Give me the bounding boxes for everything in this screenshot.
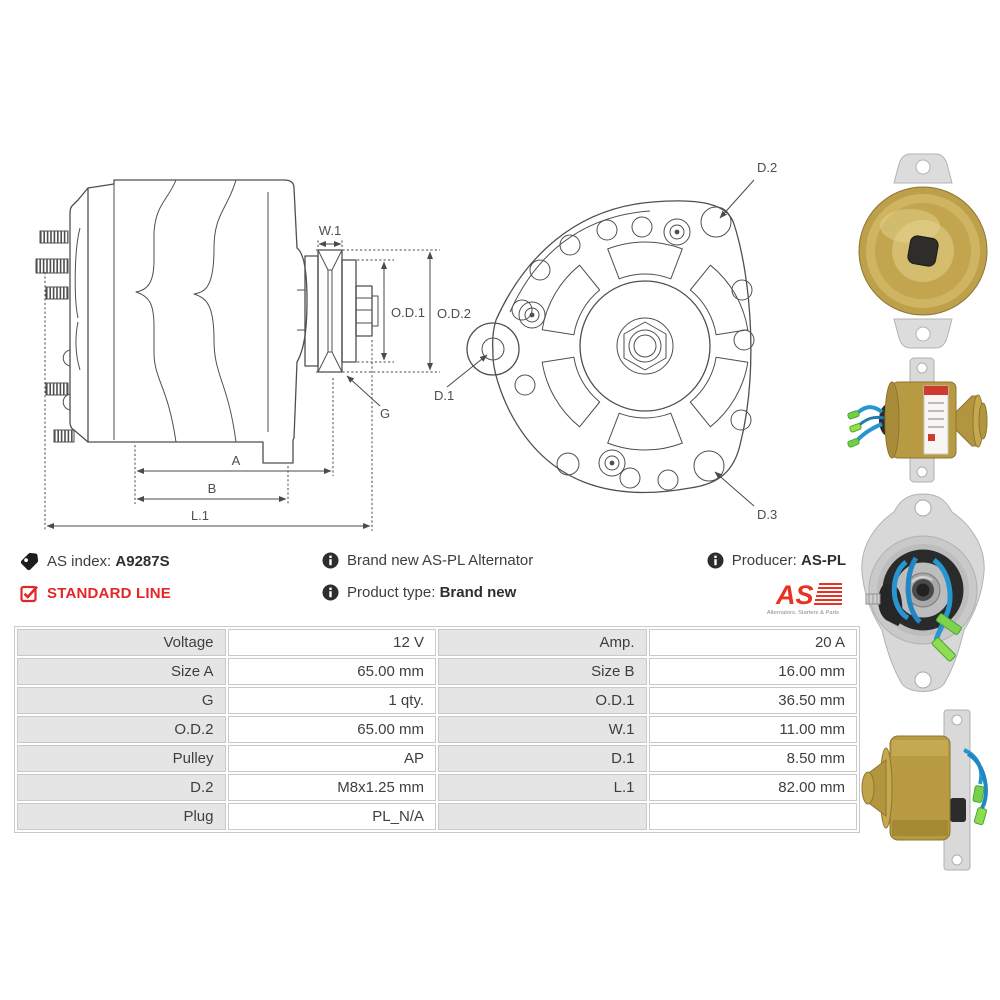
spec-value: 12 V — [228, 629, 437, 656]
product-info-row — [14, 546, 858, 622]
table-row — [17, 745, 857, 772]
spec-value: PL_N/A — [228, 803, 437, 830]
spec-label: D.1 — [438, 745, 647, 772]
dim-label-l1: L.1 — [190, 508, 210, 523]
info-icon — [707, 552, 724, 569]
table-row — [17, 716, 857, 743]
brand-new-text: Brand new AS-PL Alternator — [347, 552, 534, 569]
table-row — [17, 629, 857, 656]
product-photo-rear-view — [846, 488, 1000, 700]
dim-label-d3: D.3 — [757, 507, 778, 522]
spec-table — [14, 626, 860, 833]
bolt-heads — [519, 219, 690, 476]
spec-label — [438, 803, 647, 830]
producer-text — [732, 552, 846, 569]
spec-value: M8x1.25 mm — [228, 774, 437, 801]
spec-value: 11.00 mm — [649, 716, 858, 743]
bracket-hole — [916, 160, 930, 174]
dim-w1 — [318, 223, 342, 247]
as-index-label: AS index: — [47, 553, 112, 570]
spec-label: Size A — [17, 658, 226, 685]
checkbox-checked-icon — [20, 584, 39, 603]
table-row — [17, 658, 857, 685]
as-pl-logo-text: AS — [776, 580, 814, 610]
spec-label: D.2 — [17, 774, 226, 801]
spec-label: O.D.2 — [17, 716, 226, 743]
product-photo-pulley-front — [852, 148, 994, 354]
spec-value: 8.50 mm — [649, 745, 858, 772]
spec-value: 82.00 mm — [649, 774, 858, 801]
vent-slots — [542, 242, 748, 450]
spec-value: 65.00 mm — [228, 658, 437, 685]
as-index-text — [47, 553, 170, 570]
producer-value: AS-PL — [801, 552, 846, 569]
table-row — [17, 687, 857, 714]
as-index-item — [20, 552, 170, 571]
standard-line-item — [20, 584, 171, 603]
table-row — [17, 774, 857, 801]
table-row — [17, 803, 857, 830]
product-type-text — [347, 584, 516, 601]
spec-label: Voltage — [17, 629, 226, 656]
dim-label-d1: D.1 — [434, 388, 455, 403]
standard-line-label: STANDARD LINE — [47, 585, 171, 602]
dim-label-w1: W.1 — [318, 223, 342, 238]
producer-label: Producer: — [731, 552, 797, 569]
spec-value: 36.50 mm — [649, 687, 858, 714]
spec-label: Plug — [17, 803, 226, 830]
pulley-section — [305, 250, 378, 372]
dim-label-g: G — [380, 406, 391, 421]
spec-value — [649, 803, 858, 830]
dim-a — [45, 272, 372, 531]
as-pl-logo — [760, 580, 846, 618]
brand-new-item — [322, 552, 533, 569]
spec-label: O.D.1 — [438, 687, 647, 714]
spec-value: 65.00 mm — [228, 716, 437, 743]
dim-label-od2: O.D.2 — [437, 306, 471, 321]
front-view-drawing — [434, 160, 777, 522]
spec-label: Size B — [438, 658, 647, 685]
dim-label-a: A — [231, 453, 241, 468]
rear-bolts — [36, 231, 74, 442]
dim-label-d2: D.2 — [757, 160, 778, 175]
spec-value: 16.00 mm — [649, 658, 858, 685]
producer-item — [707, 552, 846, 569]
product-photo-side-wires — [846, 354, 1000, 486]
info-icon — [322, 584, 339, 601]
dim-label-b: B — [207, 481, 217, 496]
spec-value: 20 A — [649, 629, 858, 656]
side-view-drawing — [36, 180, 471, 531]
info-icon — [322, 552, 339, 569]
callout-d3 — [715, 472, 777, 522]
spec-label: L.1 — [438, 774, 647, 801]
spec-label: W.1 — [438, 716, 647, 743]
callout-d2 — [720, 160, 777, 218]
callout-g — [347, 376, 390, 421]
spec-value: 1 qty. — [228, 687, 437, 714]
mount-holes — [512, 207, 754, 490]
technical-drawing — [28, 140, 858, 552]
spec-label: Amp. — [438, 629, 647, 656]
product-type-value: Brand new — [439, 584, 517, 601]
tag-icon — [20, 552, 39, 571]
as-pl-logo-tagline: Alternators, Starters & Parts — [766, 610, 840, 616]
spec-label: Pulley — [17, 745, 226, 772]
product-type-item — [322, 584, 516, 601]
callout-d1 — [434, 355, 487, 403]
as-index-value: A9287S — [115, 553, 170, 570]
product-type-label: Product type: — [347, 584, 436, 601]
dim-label-od1: O.D.1 — [391, 305, 425, 320]
product-photo-side-pulley-left — [846, 702, 1000, 878]
spec-label: G — [17, 687, 226, 714]
spec-value: AP — [228, 745, 437, 772]
